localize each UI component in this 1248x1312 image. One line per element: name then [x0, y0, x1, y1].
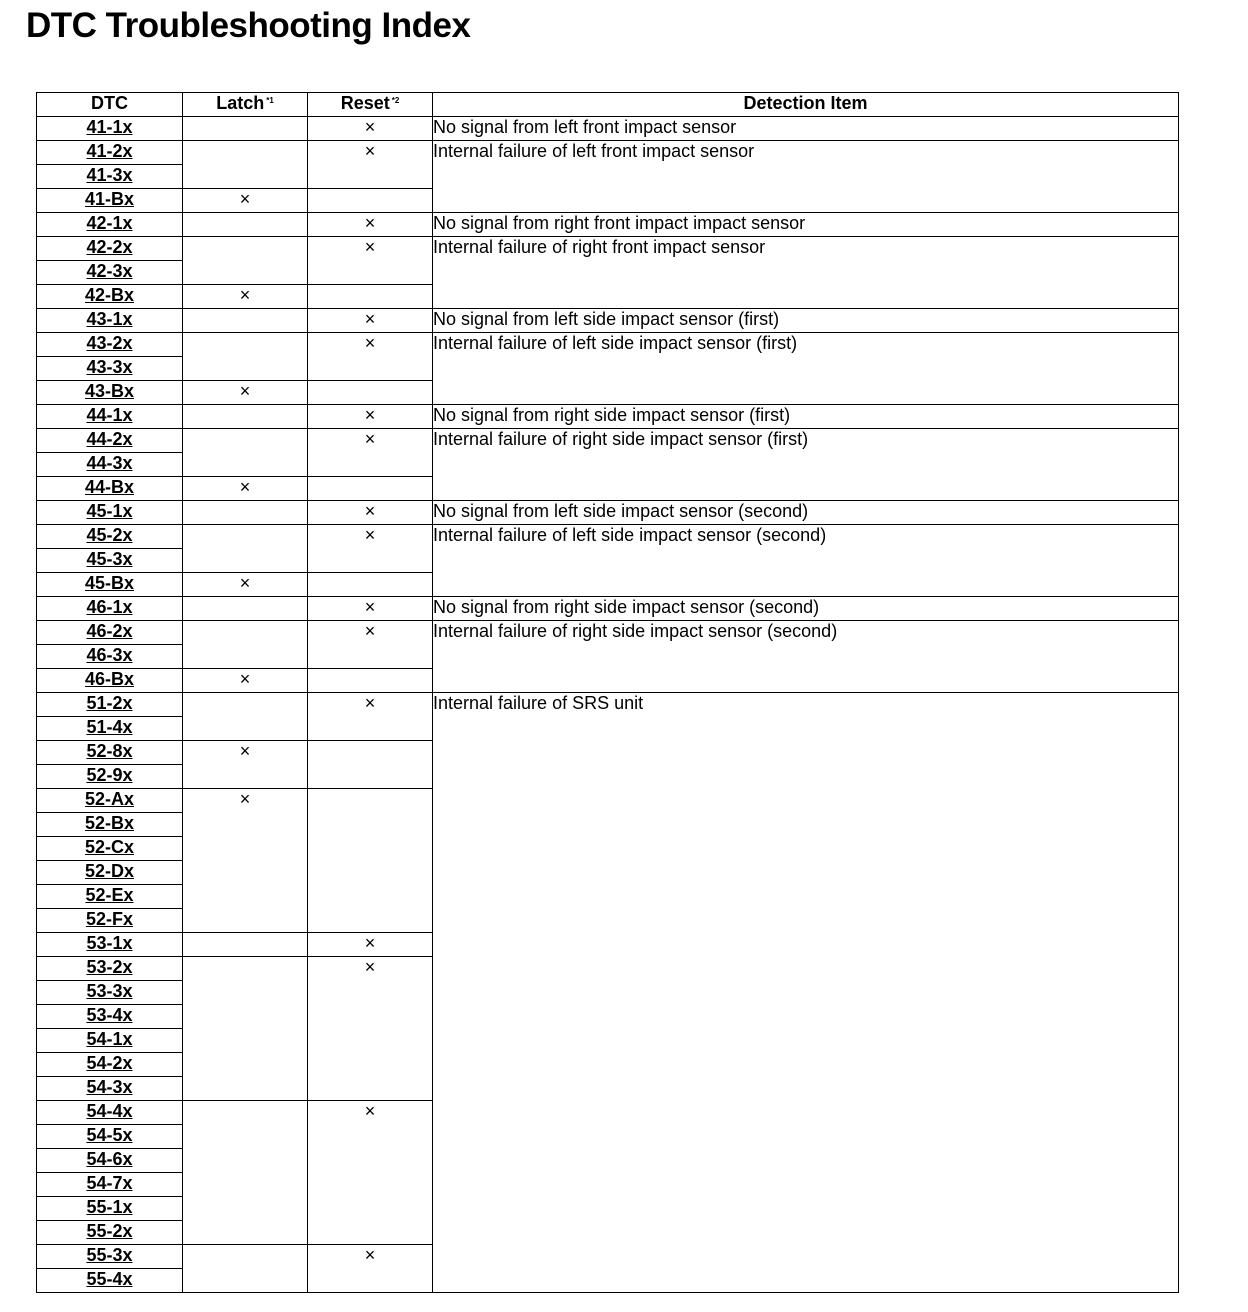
- latch-cell: [183, 405, 308, 429]
- latch-mark: ×: [183, 477, 308, 501]
- table-header-row: [37, 93, 1179, 117]
- dtc-code: 53-1x: [37, 933, 183, 957]
- detection-item: No signal from left front impact sensor: [433, 117, 1179, 141]
- dtc-code: 44-1x: [37, 405, 183, 429]
- latch-cell: [183, 597, 308, 621]
- dtc-code: 41-1x: [37, 117, 183, 141]
- latch-cell: [183, 1101, 308, 1245]
- detection-item: Internal failure of SRS unit: [433, 693, 1179, 1293]
- dtc-code: 43-2x: [37, 333, 183, 357]
- reset-mark: ×: [308, 525, 433, 573]
- dtc-code: 43-3x: [37, 357, 183, 381]
- reset-mark: ×: [308, 213, 433, 237]
- detection-item: Internal failure of right side impact sensor (second): [433, 621, 1179, 693]
- dtc-code: 46-Bx: [37, 669, 183, 693]
- dtc-code: 41-Bx: [37, 189, 183, 213]
- table-row: [37, 333, 1179, 357]
- detection-item: Internal failure of right side impact sensor (first): [433, 429, 1179, 501]
- dtc-code: 51-4x: [37, 717, 183, 741]
- dtc-code: 52-8x: [37, 741, 183, 765]
- dtc-code: 45-Bx: [37, 573, 183, 597]
- dtc-code: 53-4x: [37, 1005, 183, 1029]
- reset-cell: [308, 741, 433, 789]
- reset-mark: ×: [308, 693, 433, 741]
- latch-cell: [183, 621, 308, 669]
- dtc-code: 52-Cx: [37, 837, 183, 861]
- detection-item: No signal from right side impact sensor (second): [433, 597, 1179, 621]
- latch-mark: ×: [183, 381, 308, 405]
- latch-cell: [183, 429, 308, 477]
- reset-mark: ×: [308, 957, 433, 1101]
- dtc-code: 41-3x: [37, 165, 183, 189]
- dtc-code: 52-Dx: [37, 861, 183, 885]
- table-row: [37, 597, 1179, 621]
- reset-mark: ×: [308, 405, 433, 429]
- dtc-code: 45-1x: [37, 501, 183, 525]
- dtc-code: 46-1x: [37, 597, 183, 621]
- dtc-code: 54-6x: [37, 1149, 183, 1173]
- dtc-code: 54-1x: [37, 1029, 183, 1053]
- reset-mark: ×: [308, 1245, 433, 1293]
- reset-mark: ×: [308, 333, 433, 381]
- reset-mark: ×: [308, 117, 433, 141]
- latch-cell: [183, 141, 308, 189]
- table-row: [37, 309, 1179, 333]
- dtc-index-table: [36, 92, 1179, 1293]
- latch-cell: [183, 1245, 308, 1293]
- latch-cell: [183, 117, 308, 141]
- reset-mark: ×: [308, 309, 433, 333]
- reset-mark: ×: [308, 597, 433, 621]
- reset-mark: ×: [308, 621, 433, 669]
- detection-item: Internal failure of right front impact sensor: [433, 237, 1179, 309]
- header-dtc: DTC: [37, 93, 183, 117]
- dtc-code: 54-3x: [37, 1077, 183, 1101]
- dtc-code: 51-2x: [37, 693, 183, 717]
- dtc-code: 54-2x: [37, 1053, 183, 1077]
- table-row: [37, 501, 1179, 525]
- dtc-code: 55-2x: [37, 1221, 183, 1245]
- header-detection-item: Detection Item: [433, 93, 1179, 117]
- dtc-code: 52-Ex: [37, 885, 183, 909]
- reset-cell: [308, 669, 433, 693]
- reset-mark: ×: [308, 141, 433, 189]
- dtc-code: 42-3x: [37, 261, 183, 285]
- dtc-code: 55-3x: [37, 1245, 183, 1269]
- latch-cell: [183, 213, 308, 237]
- dtc-code: 45-2x: [37, 525, 183, 549]
- dtc-code: 46-2x: [37, 621, 183, 645]
- dtc-code: 43-1x: [37, 309, 183, 333]
- latch-mark: ×: [183, 573, 308, 597]
- dtc-code: 45-3x: [37, 549, 183, 573]
- reset-cell: [308, 285, 433, 309]
- dtc-code: 42-2x: [37, 237, 183, 261]
- reset-cell: [308, 381, 433, 405]
- table-row: [37, 141, 1179, 165]
- dtc-code: 54-5x: [37, 1125, 183, 1149]
- dtc-code: 44-Bx: [37, 477, 183, 501]
- reset-cell: [308, 573, 433, 597]
- detection-item: No signal from right front impact impact sensor: [433, 213, 1179, 237]
- dtc-code: 44-2x: [37, 429, 183, 453]
- dtc-code: 52-9x: [37, 765, 183, 789]
- dtc-code: 42-Bx: [37, 285, 183, 309]
- reset-cell: [308, 477, 433, 501]
- latch-cell: [183, 957, 308, 1101]
- reset-mark: ×: [308, 933, 433, 957]
- detection-item: No signal from right side impact sensor (first): [433, 405, 1179, 429]
- dtc-code: 55-4x: [37, 1269, 183, 1293]
- reset-mark: ×: [308, 237, 433, 285]
- table-row: [37, 117, 1179, 141]
- dtc-code: 52-Ax: [37, 789, 183, 813]
- latch-footnote-mark: *1: [266, 96, 274, 105]
- latch-mark: ×: [183, 741, 308, 789]
- latch-cell: [183, 237, 308, 285]
- reset-footnote-mark: *2: [391, 96, 400, 105]
- dtc-code: 44-3x: [37, 453, 183, 477]
- table-row: [37, 213, 1179, 237]
- detection-item: Internal failure of left side impact sensor (first): [433, 333, 1179, 405]
- latch-cell: [183, 525, 308, 573]
- dtc-code: 42-1x: [37, 213, 183, 237]
- reset-cell: [308, 789, 433, 933]
- detection-item: No signal from left side impact sensor (second): [433, 501, 1179, 525]
- table-row: [37, 237, 1179, 261]
- dtc-code: 52-Bx: [37, 813, 183, 837]
- dtc-code: 52-Fx: [37, 909, 183, 933]
- dtc-code: 54-7x: [37, 1173, 183, 1197]
- latch-cell: [183, 501, 308, 525]
- table-row: [37, 405, 1179, 429]
- dtc-code: 53-3x: [37, 981, 183, 1005]
- dtc-code: 53-2x: [37, 957, 183, 981]
- reset-mark: ×: [308, 429, 433, 477]
- latch-mark: ×: [183, 189, 308, 213]
- latch-cell: [183, 309, 308, 333]
- detection-item: Internal failure of left side impact sensor (second): [433, 525, 1179, 597]
- latch-cell: [183, 933, 308, 957]
- table-row: [37, 525, 1179, 549]
- latch-mark: ×: [183, 669, 308, 693]
- latch-mark: ×: [183, 789, 308, 933]
- table-row: [37, 621, 1179, 645]
- latch-mark: ×: [183, 285, 308, 309]
- latch-cell: [183, 693, 308, 741]
- header-latch: Latch $^{*1}$: [183, 93, 308, 117]
- dtc-code: 43-Bx: [37, 381, 183, 405]
- header-reset: Reset $^{*2}$: [308, 93, 433, 117]
- dtc-code: 46-3x: [37, 645, 183, 669]
- dtc-code: 55-1x: [37, 1197, 183, 1221]
- detection-item: Internal failure of left front impact sensor: [433, 141, 1179, 213]
- table-row: [37, 693, 1179, 717]
- detection-item: No signal from left side impact sensor (first): [433, 309, 1179, 333]
- reset-mark: ×: [308, 501, 433, 525]
- latch-cell: [183, 333, 308, 381]
- reset-mark: ×: [308, 1101, 433, 1245]
- dtc-code: 54-4x: [37, 1101, 183, 1125]
- page-title: DTC Troubleshooting Index: [26, 6, 471, 45]
- reset-cell: [308, 189, 433, 213]
- dtc-code: 41-2x: [37, 141, 183, 165]
- table-row: [37, 429, 1179, 453]
